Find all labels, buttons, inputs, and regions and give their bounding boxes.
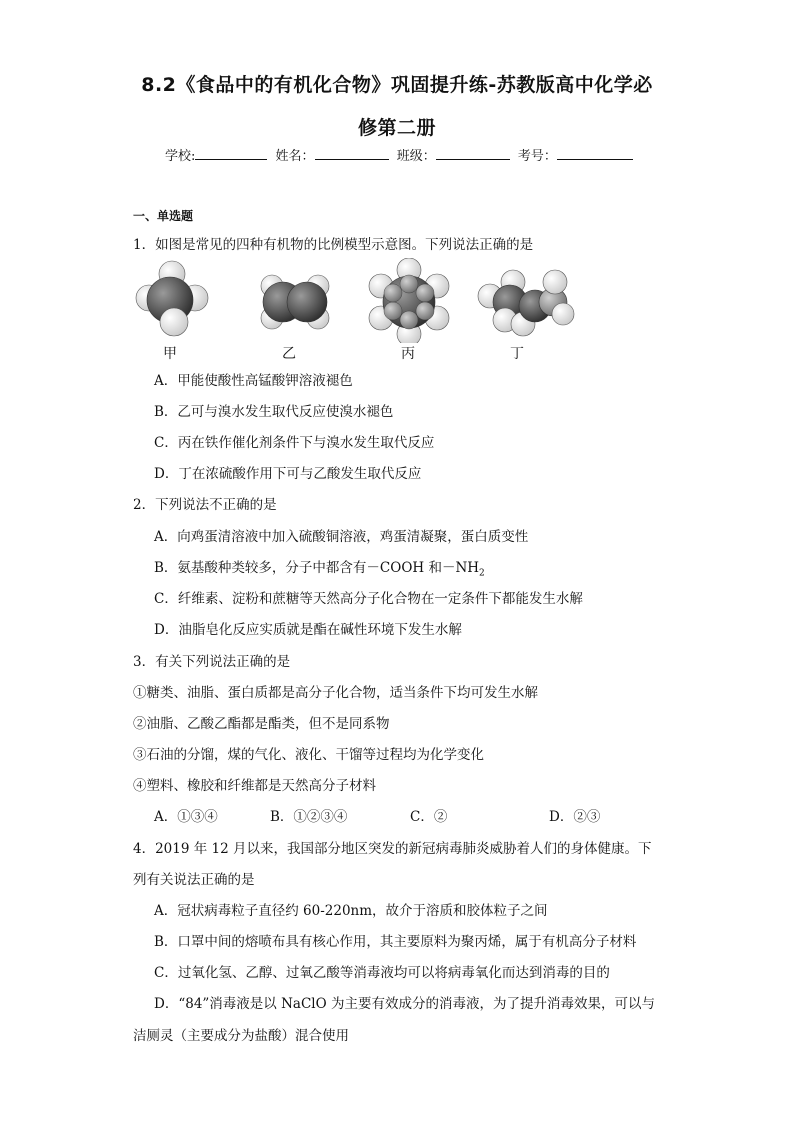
q3-option-c[interactable]: C．② — [410, 809, 448, 825]
q3-option-d[interactable]: D．②③ — [549, 809, 601, 825]
methane-model — [136, 261, 208, 336]
class-label: 班级： — [396, 149, 436, 164]
q3-statement-4: ④塑料、橡胶和纤维都是天然高分子材料 — [133, 778, 376, 794]
q3-option-b[interactable]: B．①②③④ — [270, 809, 348, 825]
q1-option-a[interactable]: A．甲能使酸性高锰酸钾溶液褪色 — [154, 373, 353, 389]
section-title: 一、单选题 — [133, 209, 194, 223]
class-blank[interactable] — [436, 147, 510, 160]
q4-option-c[interactable]: C．过氧化氢、乙醇、过氧乙酸等消毒液均可以将病毒氧化而达到消毒的目的 — [154, 965, 610, 981]
molecule-label-jia: 甲 — [163, 346, 177, 362]
q1-stem: 1．如图是常见的四种有机物的比例模型示意图。下列说法正确的是 — [133, 237, 534, 253]
q3-stem: 3．有关下列说法正确的是 — [133, 654, 291, 670]
school-label: 学校: — [165, 149, 196, 164]
q2-option-d[interactable]: D．油脂皂化反应实质就是酯在碱性环境下发生水解 — [154, 622, 462, 638]
q1-option-c[interactable]: C．丙在铁作催化剂条件下与溴水发生取代反应 — [154, 435, 435, 451]
benzene-model — [369, 258, 449, 343]
q3-statement-3: ③石油的分馏，煤的气化、液化、干馏等过程均为化学变化 — [133, 747, 484, 763]
q2-option-b-text: B．氨基酸种类较多，分子中都含有－COOH 和－NH — [154, 560, 480, 576]
molecule-label-yi: 乙 — [282, 346, 296, 362]
q2-option-b[interactable] — [154, 556, 485, 579]
name-label: 姓名： — [275, 149, 315, 164]
ethylene-model — [261, 275, 329, 329]
q4-stem-line-2: 列有关说法正确的是 — [133, 872, 255, 888]
q4-stem-line-1: 4．2019 年 12 月以来，我国部分地区突发的新冠病毒肺炎威胁着人们的身体健康。下 — [133, 841, 652, 857]
q4-option-b[interactable]: B．口罩中间的熔喷布具有核心作用，其主要原料为聚丙烯，属于有机高分子材料 — [154, 934, 637, 950]
q2-option-c[interactable]: C．纤维素、淀粉和蔗糖等天然高分子化合物在一定条件下都能发生水解 — [154, 591, 583, 607]
page-title-line-1: 8.2《食品中的有机化合物》巩固提升练-苏教版高中化学必 — [141, 74, 653, 96]
q2-option-a[interactable]: A．向鸡蛋清溶液中加入硫酸铜溶液，鸡蛋清凝聚，蛋白质变性 — [154, 529, 529, 545]
q1-option-b[interactable]: B．乙可与溴水发生取代反应使溴水褪色 — [154, 404, 394, 420]
student-info-fields — [165, 145, 645, 164]
q4-option-a[interactable]: A．冠状病毒粒子直径约 60-220nm，故介于溶质和胶体粒子之间 — [154, 903, 548, 919]
q3-statement-2: ②油脂、乙酸乙酯都是酯类，但不是同系物 — [133, 716, 390, 732]
q4-option-d-continued: 洁厕灵（主要成分为盐酸）混合使用 — [133, 1028, 349, 1044]
name-blank[interactable] — [315, 147, 389, 160]
q4-option-d[interactable]: D．“84”消毒液是以 NaClO 为主要有效成分的消毒液，为了提升消毒效果，可以与 — [154, 996, 655, 1012]
q3-option-a[interactable]: A．①③④ — [154, 809, 218, 825]
page-title-line-2: 修第二册 — [357, 117, 436, 139]
exam-number-label: 考号： — [517, 149, 557, 164]
molecule-label-bing: 丙 — [401, 346, 415, 362]
q3-statement-1: ①糖类、油脂、蛋白质都是高分子化合物，适当条件下均可发生水解 — [133, 685, 538, 701]
exam-number-blank[interactable] — [557, 147, 633, 160]
q2-stem: 2．下列说法不正确的是 — [133, 497, 277, 513]
q2-option-b-subscript: 2 — [479, 568, 485, 579]
molecule-models — [125, 258, 575, 343]
q1-option-d[interactable]: D．丁在浓硫酸作用下可与乙酸发生取代反应 — [154, 466, 422, 482]
school-blank[interactable] — [195, 147, 267, 160]
molecule-label-ding: 丁 — [510, 346, 524, 362]
ethanol-model — [478, 270, 574, 336]
